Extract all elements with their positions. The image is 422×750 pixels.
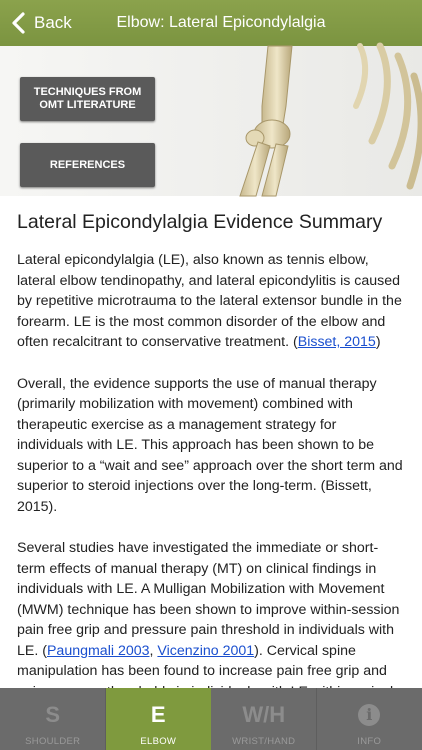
references-button[interactable]: REFERENCES <box>20 143 155 187</box>
paragraph-3-end: ). Cervical spine manipulation has been found to increase pain free grip and <box>17 642 387 679</box>
vicenzino-2001-link[interactable]: Vicenzino 2001 <box>157 642 255 659</box>
tab-wrist-hand-label: WRIST/HAND <box>232 736 296 747</box>
hero-image <box>0 46 422 196</box>
tab-shoulder[interactable] <box>0 688 106 750</box>
tab-elbow-label: ELBOW <box>140 736 177 747</box>
paragraph-3-sep: , <box>149 642 158 659</box>
bisset-2015-link[interactable]: Bisset, 2015 <box>297 334 376 350</box>
tab-bar <box>0 688 422 750</box>
paragraph-1-text: Lateral epicondylalgia (LE), also known as tennis elbow, lateral elbow tendinopathy, and lateral epicondylitis is caused by repetitive microtrauma to the lateral extensor bundle in the forearm. LE is the most common disorder of the elbow and often recalcitrant to conservative treatment. ( <box>17 252 402 350</box>
paragraph-1 <box>17 250 405 353</box>
tab-wrist-hand[interactable] <box>211 688 317 750</box>
shoulder-s-icon: S <box>45 702 61 727</box>
tab-info[interactable] <box>317 688 422 750</box>
techniques-button[interactable]: TECHNIQUES FROM OMT LITERATURE <box>20 77 155 121</box>
paragraph-2: Overall, the evidence supports the use of manual therapy (primarily mobilization with movement) combined with therapeutic exercise as a management strategy for individuals with LE. This approach has been shown to be superior to a “wait and see” approach over the short term and superior to steroid injections over the long-term. (Bissett, 2015). <box>17 375 403 515</box>
tab-info-label: INFO <box>357 736 382 747</box>
paragraph-1-end: ) <box>375 334 381 350</box>
page-title: Elbow: Lateral Epicondylalgia <box>116 14 326 31</box>
evidence-summary <box>0 196 422 688</box>
back-label: Back <box>34 13 72 32</box>
tab-shoulder-label: SHOULDER <box>25 736 81 747</box>
elbow-e-icon: E <box>150 702 166 727</box>
info-icon: i <box>358 704 380 726</box>
paungmali-2003-link[interactable]: Paungmali 2003 <box>46 642 150 659</box>
nav-bar <box>0 0 422 46</box>
wrist-hand-wh-icon: W/H <box>242 702 286 727</box>
paragraph-3-text: Several studies have investigated the immediate or short-term effects of manual therapy (MT) on clinical findings in individuals with LE. A Mulligan Mobilization with Movement (MWM) technique has been shown to improve within-session pain free grip and pressure pain threshold in individuals with LE. ( <box>17 540 400 659</box>
paragraph-3 <box>17 538 405 702</box>
tab-elbow[interactable] <box>106 688 212 750</box>
summary-heading: Lateral Epicondylalgia Evidence Summary <box>17 211 383 233</box>
